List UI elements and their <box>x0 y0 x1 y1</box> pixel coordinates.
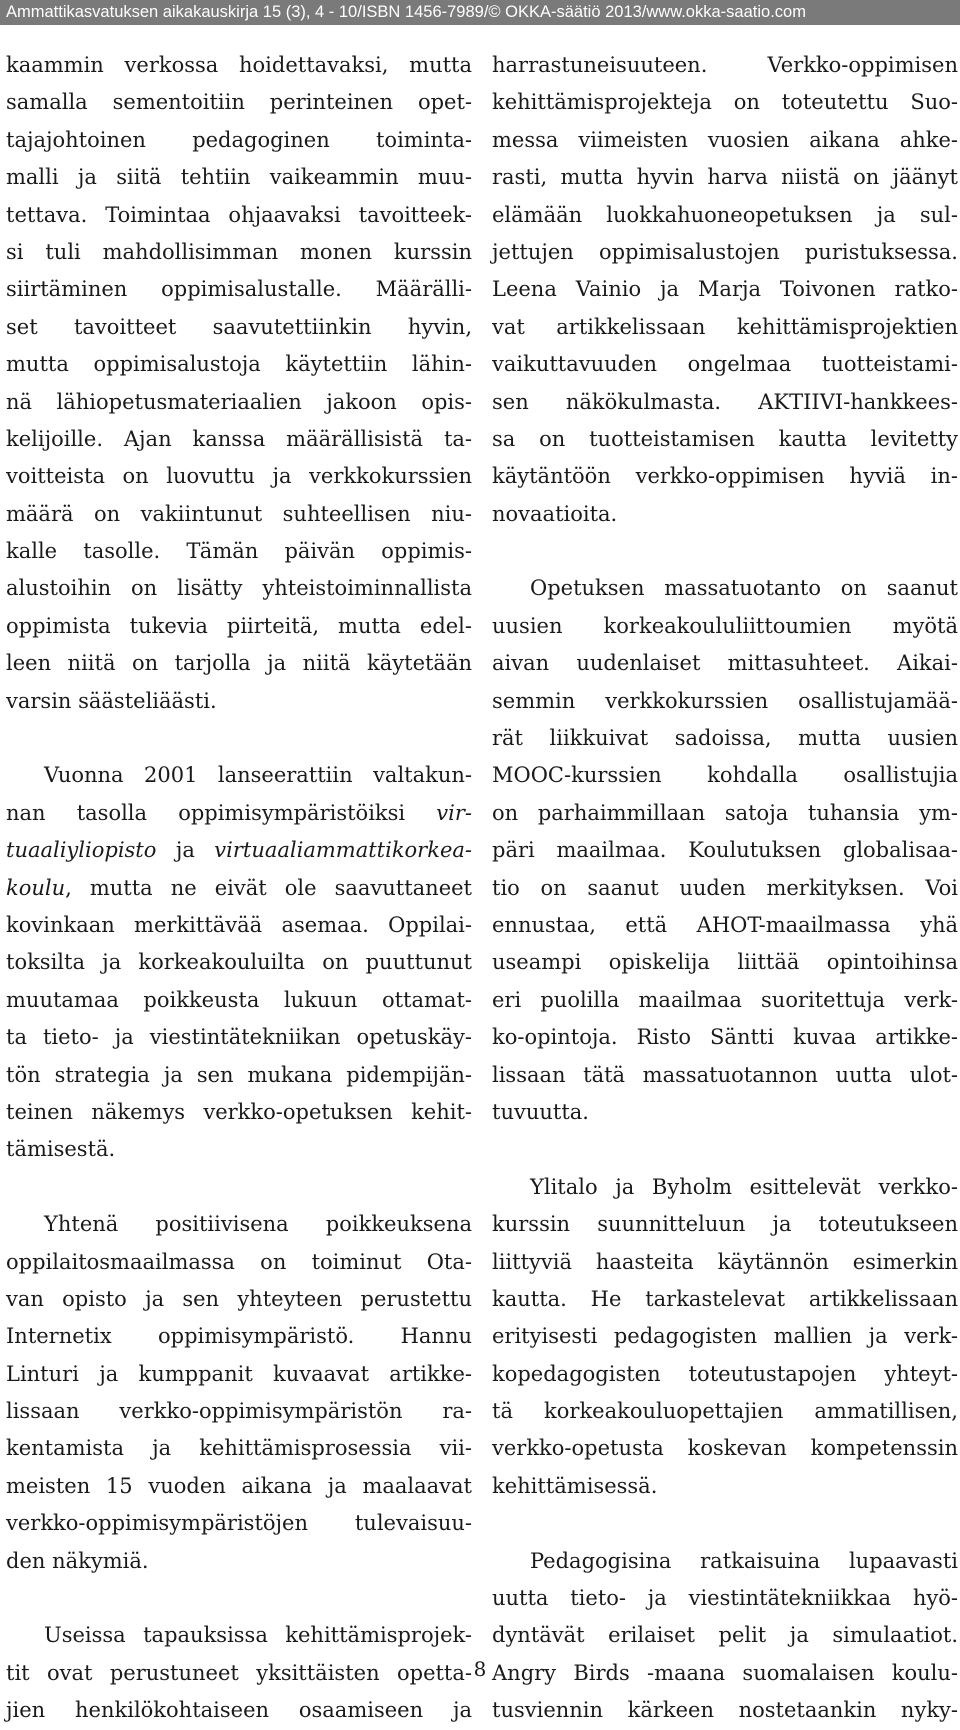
text-line: useampi opiskelija liittää opintoihinsa <box>492 950 958 975</box>
text-line: kurssin suunnitteluun ja toteutukseen <box>492 1212 958 1237</box>
text-line: novaatioita. <box>492 501 618 526</box>
text-line: ta tieto- ja viestintätekniikan opetuskäy- <box>6 1025 472 1050</box>
left-text-column <box>6 47 472 1730</box>
text-line: voitteista on luovuttu ja verkkokurssien <box>6 464 472 489</box>
paragraph-gap <box>492 1505 958 1542</box>
text-line: messa viimeisten vuosien aikana ahke- <box>492 127 958 152</box>
text-line: eri puolilla maailmaa suoritettuja verk- <box>492 987 958 1012</box>
text-line: jettujen oppimisalustojen puristuksessa. <box>492 239 958 264</box>
text-line: nä lähiopetusmateriaalien jakoon opis- <box>6 389 472 414</box>
text-line: toksilta ja korkeakouluilta on puuttunut <box>6 950 472 975</box>
text-line: oppilaitosmaailmassa on toiminut Ota- <box>6 1249 472 1274</box>
text-line: van opisto ja sen yhteyteen perustettu <box>6 1286 472 1311</box>
text-line: ennustaa, että AHOT-maailmassa yhä <box>492 912 958 937</box>
text-line: oppimista tukevia piirteitä, mutta edel- <box>6 613 472 638</box>
text-line: Ylitalo ja Byholm esittelevät verkko- <box>530 1174 958 1199</box>
text-line: uusien korkeakoululiittoumien myötä <box>492 613 958 638</box>
text-line: verkko-oppimisympäristöjen tulevaisuu- <box>6 1511 472 1536</box>
text-line: tuaaliyliopisto ja virtuaaliammattikorkea- <box>6 838 472 863</box>
text-line: elämään luokkahuoneopetuksen ja sul- <box>492 202 958 227</box>
text-line: kovinkaan merkittävää asemaa. Oppilai- <box>6 912 472 937</box>
text-line: alustoihin on lisätty yhteistoiminnallista <box>6 576 472 601</box>
text-line: kautta. He tarkastelevat artikkelissaan <box>492 1286 958 1311</box>
text-line: leen niitä on tarjolla ja niitä käytetään <box>6 651 472 676</box>
text-line: siirtäminen oppimisalustalle. Määrälli- <box>6 277 472 302</box>
text-line: semmin verkkokurssien osallistujamää- <box>492 688 958 713</box>
text-line: koulu, mutta ne eivät ole saavuttaneet <box>6 875 472 900</box>
text-line: ko-opintoja. Risto Säntti kuvaa artikke- <box>492 1025 958 1050</box>
text-line: tämisestä. <box>6 1137 116 1162</box>
text-line: kentamista ja kehittämisprosessia vii- <box>6 1436 472 1461</box>
text-line: tuvuutta. <box>492 1099 589 1124</box>
text-line: kelijoille. Ajan kanssa määrällisistä ta- <box>6 426 472 451</box>
text-line: rät liikkuivat sadoissa, mutta uusien <box>492 726 958 751</box>
text-line: kopedagogisten toteutustapojen yhteyt- <box>492 1361 958 1386</box>
paragraph-gap <box>6 1169 472 1206</box>
paragraph-gap <box>492 1131 958 1168</box>
right-text-column <box>492 47 958 1730</box>
paragraph-gap <box>6 1580 472 1617</box>
text-line: määrä on vakiintunut suhteellisen niu- <box>6 501 472 526</box>
text-line: sa on tuotteistamisen kautta levitetty <box>492 426 958 451</box>
text-line: Yhtenä positiivisena poikkeuksena <box>44 1212 472 1237</box>
text-line: rasti, mutta hyvin harva niistä on jäänyt <box>492 165 958 190</box>
text-line: kalle tasolle. Tämän päivän oppimis- <box>6 539 472 564</box>
text-line: sen näkökulmasta. AKTIIVI-hankkees- <box>492 389 958 414</box>
text-line: aivan uudenlaiset mittasuhteet. Aikai- <box>492 651 958 676</box>
text-line: malli ja siitä tehtiin vaikeammin muu- <box>6 165 472 190</box>
text-line: samalla sementoitiin perinteinen opet- <box>6 90 472 115</box>
text-line: Leena Vainio ja Marja Toivonen ratko- <box>492 277 958 302</box>
text-line: Vuonna 2001 lanseerattiin valtakun- <box>44 763 472 788</box>
text-line: tä korkeakouluopettajien ammatillisen, <box>492 1399 958 1424</box>
text-line: Internetix oppimisympäristö. Hannu <box>6 1324 472 1349</box>
text-line: vat artikkelissaan kehittämisprojektien <box>492 314 958 339</box>
text-line: verkko-opetusta koskevan kompetenssin <box>492 1436 958 1461</box>
text-line: meisten 15 vuoden aikana ja maalaavat <box>6 1473 472 1498</box>
journal-header: Ammattikasvatuksen aikakauskirja 15 (3), 4 - 10/ISBN 1456-7989/© OKKA-säätiö 2013/www.okka-saatio.com <box>0 0 960 25</box>
text-line: Pedagogisina ratkaisuina lupaavasti <box>530 1548 958 1573</box>
text-line: Opetuksen massatuotanto on saanut <box>530 576 958 601</box>
text-line: tettava. Toimintaa ohjaavaksi tavoitteek- <box>6 202 472 227</box>
text-line: Useissa tapauksissa kehittämisprojek- <box>44 1623 472 1648</box>
text-line: Linturi ja kumppanit kuvaavat artikke- <box>6 1361 472 1386</box>
text-line: tön strategia ja sen mukana pidempijän- <box>6 1062 472 1087</box>
text-line: on parhaimmillaan satoja tuhansia ym- <box>492 800 958 825</box>
text-line: muutamaa poikkeusta lukuun ottamat- <box>6 987 472 1012</box>
text-line: käytäntöön verkko-oppimisen hyviä in- <box>492 464 958 489</box>
text-line: tio on saanut uuden merkityksen. Voi <box>492 875 958 900</box>
text-line: MOOC-kurssien kohdalla osallistujia <box>492 763 958 788</box>
text-line: liittyviä haasteita käytännön esimerkin <box>492 1249 958 1274</box>
text-line: päri maailmaa. Koulutuksen globalisaa- <box>492 838 958 863</box>
text-line: lissaan tätä massatuotannon uutta ulot- <box>492 1062 958 1087</box>
text-line: kehittämisprojekteja on toteutettu Suo- <box>492 90 958 115</box>
text-line: vaikuttavuuden ongelmaa tuotteistami- <box>492 352 958 377</box>
paragraph-gap <box>6 720 472 757</box>
text-line: mutta oppimisalustoja käytettiin lähin- <box>6 352 472 377</box>
text-line: uutta tieto- ja viestintätekniikkaa hyö- <box>492 1586 958 1611</box>
text-line: varsin säästeliäästi. <box>6 688 217 713</box>
text-line: jien henkilökohtaiseen osaamiseen ja <box>6 1698 472 1723</box>
text-line: tit ovat perustuneet yksittäisten opetta- <box>6 1660 472 1685</box>
text-line: dyntävät erilaiset pelit ja simulaatiot. <box>492 1623 958 1648</box>
text-line: erityisesti pedagogisten mallien ja verk- <box>492 1324 958 1349</box>
text-line: lissaan verkko-oppimisympäristön ra- <box>6 1399 472 1424</box>
text-line: tajajohtoinen pedagoginen toiminta- <box>6 127 472 152</box>
text-line: harrastuneisuuteen. Verkko-oppimisen <box>492 53 958 77</box>
text-line: kehittämisessä. <box>492 1473 658 1498</box>
text-line: Angry Birds -maana suomalaisen koulu- <box>492 1660 958 1685</box>
text-line: tusviennin kärkeen nostetaankin nyky- <box>492 1698 958 1723</box>
text-line: teinen näkemys verkko-opetuksen kehit- <box>6 1099 472 1124</box>
text-line: den näkymiä. <box>6 1548 149 1573</box>
page-number: 8 <box>473 1657 487 1681</box>
text-line: nan tasolla oppimisympäristöiksi vir- <box>6 800 472 825</box>
text-line: si tuli mahdollisimman monen kurssin <box>6 239 472 264</box>
text-line: set tavoitteet saavutettiinkin hyvin, <box>6 314 472 339</box>
text-line: kaammin verkossa hoidettavaksi, mutta <box>6 53 472 77</box>
paragraph-gap <box>492 533 958 570</box>
